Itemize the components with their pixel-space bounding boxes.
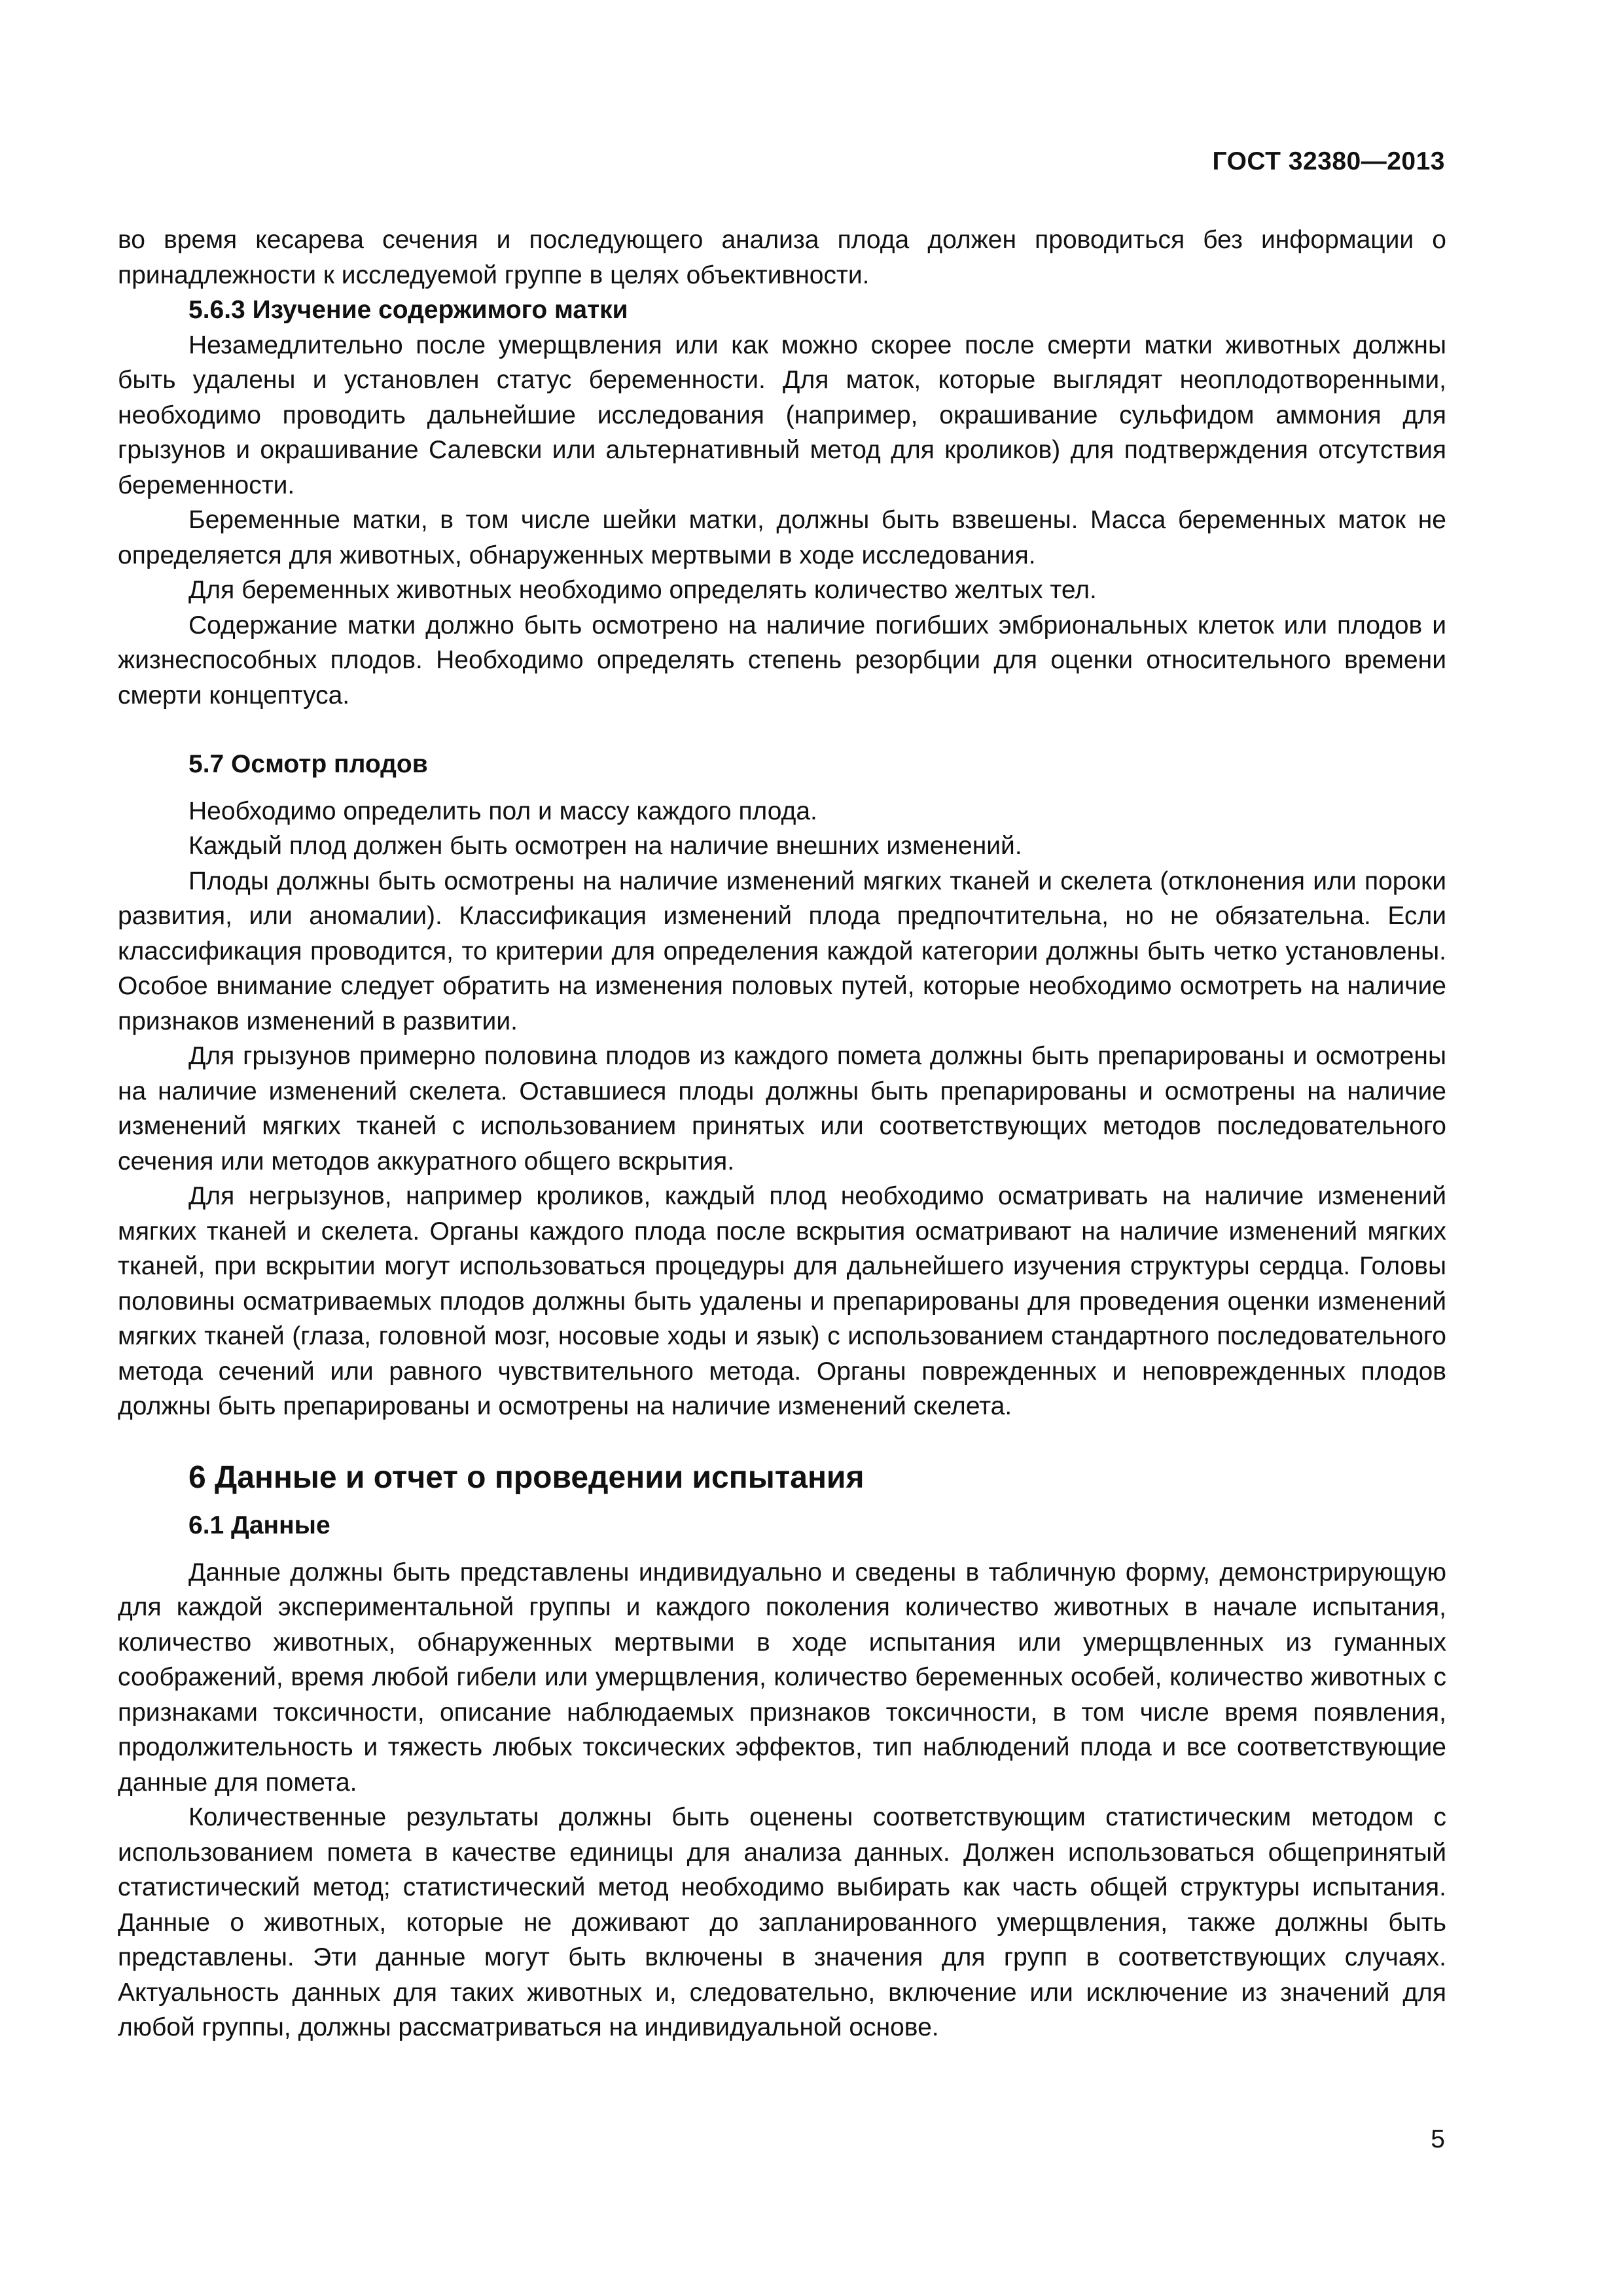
page-number: 5 <box>1431 2125 1445 2153</box>
section-6-1-paragraph: Количественные результаты должны быть оценены соответствующим статистическим методом с использованием помета в качестве единицы для анализа данных. Должен использоваться общепринятый статистический метод; статистический метод необходимо выбирать как часть общей структуры испытания. Данные о животных, которые не доживают до запланированного умерщвления, также должны быть представлены. Эти данные могут быть включены в значения для групп в соответствующих случаях. Актуальность данных для таких животных и, следовательно, включение или исключение из значений для любой группы, должны рассматриваться на индивидуальной основе. <box>118 1803 1446 2041</box>
section-5-7-heading: 5.7 Осмотр плодов <box>188 750 428 778</box>
section-6-1-heading: 6.1 Данные <box>188 1511 330 1539</box>
document-code-header: ГОСТ 32380—2013 <box>1212 147 1445 175</box>
section-6-1-paragraph: Данные должны быть представлены индивидуально и сведены в табличную форму, демонстрирующую для каждой экспериментальной группы и каждого поколения количество животных в начале испытания, количество животных, обнаруженных мертвыми в ходе испытания или умерщвленных из гуманных соображений, время любой гибели или умерщвления, количество беременных особей, количество животных с признаками токсичности, описание наблюдаемых признаков токсичности, в том числе время появления, продолжительность и тяжесть любых токсических эффектов, тип наблюдений плода и все соответствующие данные для помета. <box>118 1558 1446 1797</box>
section-5-6-3-paragraph: Незамедлительно после умерщвления или как можно скорее после смерти матки животных должны быть удалены и установлен статус беременности. Для маток, которые выглядят неоплодотворенными, необходимо проводить дальнейшие исследования (например, окрашивание сульфидом аммония для грызунов и окрашивание Салевски или альтернативный метод для кроликов) для подтверждения отсутствия беременности. <box>118 331 1446 499</box>
section-5-6-3-paragraph: Для беременных животных необходимо определять количество желтых тел. <box>188 576 1097 604</box>
intro-paragraph: во время кесарева сечения и последующего анализа плода должен проводиться без информации о принадлежности к исследуемой группе в целях объективности. <box>118 226 1446 289</box>
section-5-7-paragraph: Для грызунов примерно половина плодов из каждого помета должны быть препарированы и осмотрены на наличие изменений скелета. Оставшиеся плоды должны быть препарированы и осмотрены на наличие изменений мягких тканей с использованием принятых или соответствующих методов последовательного сечения или методов аккуратного общего вскрытия. <box>118 1042 1446 1175</box>
section-5-7-paragraph: Для негрызунов, например кроликов, каждый плод необходимо осматривать на наличие изменений мягких тканей и скелета. Органы каждого плода после вскрытия осматривают на наличие изменений мягких тканей, при вскрытии могут использоваться процедуры для дальнейшего изучения структуры сердца. Головы половины осматриваемых плодов должны быть удалены и препарированы для проведения оценки изменений мягких тканей (глаза, головной мозг, носовые ходы и язык) с использованием стандартного последовательного метода сечений или равного чувствительного метода. Органы поврежденных и неповрежденных плодов должны быть препарированы и осмотрены на наличие изменений скелета. <box>118 1182 1446 1420</box>
section-5-6-3-paragraph: Содержание матки должно быть осмотрено на наличие погибших эмбриональных клеток или плодов и жизнеспособных плодов. Необходимо определять степень резорбции для оценки относительного времени смерти концептуса. <box>118 611 1446 709</box>
section-6-heading: 6 Данные и отчет о проведении испытания <box>188 1460 865 1495</box>
document-body <box>118 223 1446 2045</box>
section-5-7-paragraph: Плоды должны быть осмотрены на наличие изменений мягких тканей и скелета (отклонения или пороки развития, или аномалии). Классификация изменений плода предпочтительна, но не обязательна. Если классификация проводится, то критерии для определения каждой категории должны быть четко установлены. Особое внимание следует обратить на изменения половых путей, которые необходимо осмотреть на наличие признаков изменений в развитии. <box>118 867 1446 1035</box>
section-5-6-3-heading: 5.6.3 Изучение содержимого матки <box>188 296 628 324</box>
section-5-6-3-paragraph: Беременные матки, в том числе шейки матки, должны быть взвешены. Масса беременных маток не определяется для животных, обнаруженных мертвыми в ходе исследования. <box>118 506 1446 569</box>
section-5-7-paragraph: Необходимо определить пол и массу каждого плода. <box>188 797 817 825</box>
section-5-7-paragraph: Каждый плод должен быть осмотрен на наличие внешних изменений. <box>188 832 1022 860</box>
